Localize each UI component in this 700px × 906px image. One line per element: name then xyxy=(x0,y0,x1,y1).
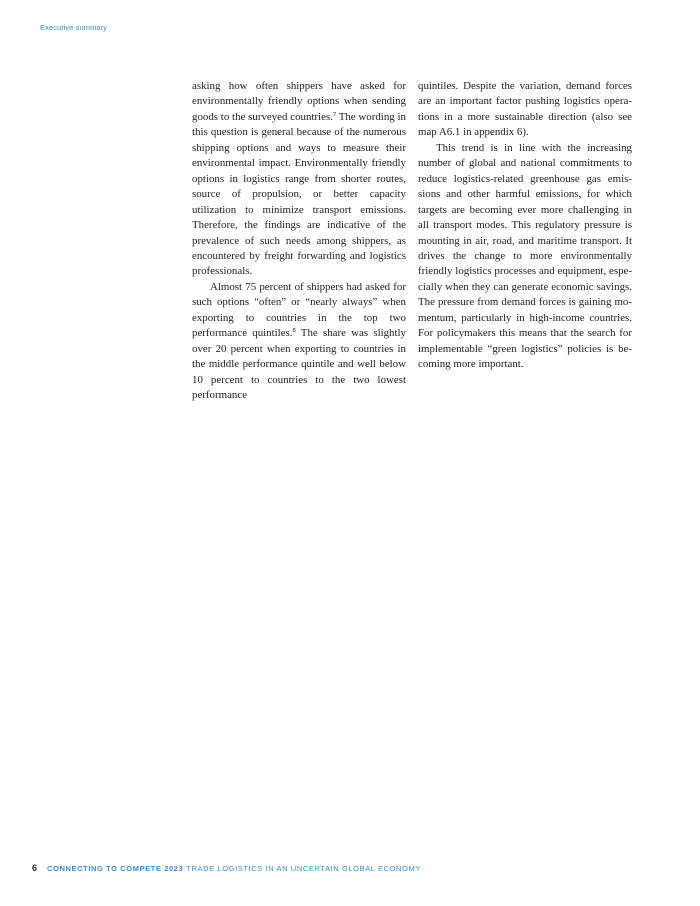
footnote-marker[interactable]: 8 xyxy=(292,327,296,335)
paragraph xyxy=(192,280,406,404)
footnote-marker[interactable]: 7 xyxy=(332,110,337,118)
paragraph: quintiles. Despite the variation, demand forces are an important factor pushing logistics operations in a more sustainable direction (also see map A6.1 in appendix 6). xyxy=(418,80,632,139)
paragraph xyxy=(192,79,406,280)
report-title: CONNECTING TO COMPETE 2023 xyxy=(47,864,184,873)
paragraph-text: The wording in this question is general because of the numerous shipping options and ways to measure their environmental impact. Environmentally friendly options in logistics range from shorter routes, source of propulsion, or better capacity utilization to minimize transport emissions. Therefore, the findings are indicative of the prevalence of such needs among shippers, as encountered by freight forwarding and logistics professionals. xyxy=(192,110,406,278)
page-number: 6 xyxy=(32,863,38,873)
paragraph-text: Almost 75 percent of shippers had asked for such options “often” or “nearly always” when exporting to countries in the top two performance quintiles. xyxy=(192,280,406,340)
body-column-right xyxy=(418,79,632,373)
report-subtitle: TRADE LOGISTICS IN AN UNCERTAIN GLOBAL ECONOMY xyxy=(186,864,421,873)
running-head: Executive summary xyxy=(40,23,108,32)
body-column-left xyxy=(192,79,406,404)
page-footer xyxy=(32,863,421,873)
paragraph-text: The share was slightly over 20 percent when exporting to countries in the middle performance quintile and well below 10 percent to countries to the two lowest performance xyxy=(192,327,407,402)
paragraph: This trend is in line with the increasing number of global and national commitments to reduce logistics-related greenhouse gas emissions and other harmful emissions, for which targets are becoming ever more challenging in all transport modes. This regulatory pressure is mounting in air, road, and maritime transport. It drives the change to more environmentally friendly logistics processes and equipment, especially when they can generate economic savings. The pressure from demand forces is gaining momentum, particularly in high-income countries. For policymakers this means that the search for implementable “green logistics” policies is becoming more important. xyxy=(418,141,632,371)
paragraph-text: asking how often shippers have asked for environmentally friendly options when sending goods to the surveyed countries. xyxy=(192,80,406,123)
